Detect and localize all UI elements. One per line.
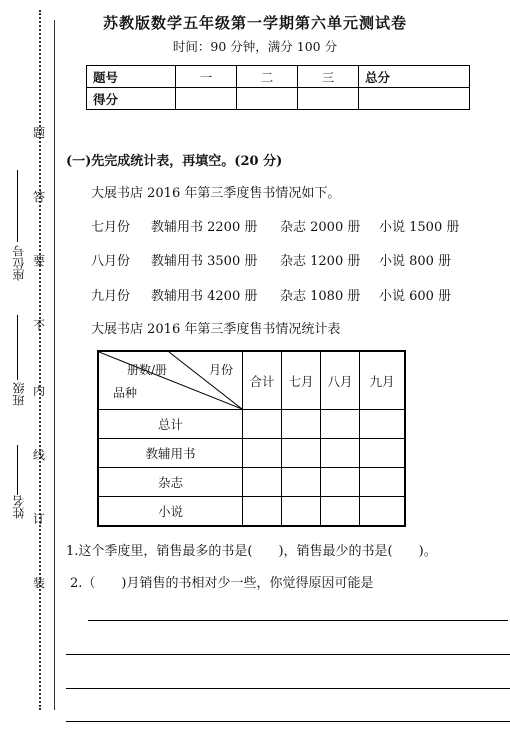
answer-line[interactable] bbox=[88, 620, 508, 621]
row-label: 杂志 bbox=[98, 468, 243, 497]
score-header-cell: 一 bbox=[176, 66, 237, 88]
column-header: 八月 bbox=[321, 351, 360, 410]
score-header-cell: 总分 bbox=[359, 66, 470, 88]
seat-blank bbox=[17, 170, 18, 242]
seal-char: 答 bbox=[33, 190, 46, 204]
seat-label: 座位号 bbox=[12, 245, 26, 281]
score-header-cell: 题号 bbox=[87, 66, 176, 88]
blank-cell[interactable] bbox=[243, 468, 282, 497]
data-line-month: 七月份 bbox=[91, 220, 131, 235]
blank-cell[interactable] bbox=[360, 468, 406, 497]
blank-cell[interactable] bbox=[243, 497, 282, 527]
question-1: 1.这个季度里，销售最多的书是( )，销售最少的书是( )。 bbox=[66, 544, 437, 559]
class-blank bbox=[17, 315, 18, 380]
data-line-xiaoshuo: 小说 600 册 bbox=[379, 289, 452, 304]
intro-text: 大展书店 2016 年第三季度售书情况如下。 bbox=[91, 186, 341, 201]
blank-cell[interactable] bbox=[243, 410, 282, 439]
column-header: 七月 bbox=[282, 351, 321, 410]
column-header: 合计 bbox=[243, 351, 282, 410]
blank-cell[interactable] bbox=[282, 439, 321, 468]
row-label: 总计 bbox=[98, 410, 243, 439]
section-heading: (一)先完成统计表，再填空。(20 分) bbox=[66, 154, 283, 169]
seal-char: 题 bbox=[33, 126, 46, 140]
corner-category-label: 品种 bbox=[113, 386, 138, 400]
seal-char: 线 bbox=[33, 448, 46, 462]
data-line-xiaoshuo: 小说 1500 册 bbox=[379, 220, 460, 235]
binding-dotted-line bbox=[39, 10, 41, 710]
score-blank-cell[interactable] bbox=[176, 88, 237, 110]
score-table bbox=[86, 65, 470, 110]
blank-cell[interactable] bbox=[321, 439, 360, 468]
column-header: 九月 bbox=[360, 351, 406, 410]
blank-cell[interactable] bbox=[360, 497, 406, 527]
data-line-month: 九月份 bbox=[91, 289, 131, 304]
data-line-jiaofu: 教辅用书 2200 册 bbox=[151, 220, 258, 235]
page-subtitle: 时间：90 分钟，满分 100 分 bbox=[172, 39, 338, 54]
blank-cell[interactable] bbox=[321, 497, 360, 527]
answer-line[interactable] bbox=[66, 721, 510, 722]
table-caption: 大展书店 2016 年第三季度售书情况统计表 bbox=[91, 322, 341, 337]
name-blank bbox=[17, 445, 18, 495]
blank-cell[interactable] bbox=[360, 410, 406, 439]
data-line-zazhi: 杂志 1200 册 bbox=[280, 254, 361, 269]
binding-solid-line bbox=[54, 20, 55, 710]
table-row bbox=[98, 439, 405, 468]
table-row bbox=[98, 410, 405, 439]
score-blank-cell[interactable] bbox=[359, 88, 470, 110]
row-label: 小说 bbox=[98, 497, 243, 527]
question-2: 2.（ )月销售的书相对少一些，你觉得原因可能是 bbox=[70, 576, 374, 591]
blank-cell[interactable] bbox=[243, 439, 282, 468]
data-line-zazhi: 杂志 2000 册 bbox=[280, 220, 361, 235]
data-line-zazhi: 杂志 1080 册 bbox=[280, 289, 361, 304]
seal-char: 不 bbox=[33, 318, 46, 332]
row-label: 教辅用书 bbox=[98, 439, 243, 468]
data-line-jiaofu: 教辅用书 3500 册 bbox=[151, 254, 258, 269]
seal-char: 内 bbox=[33, 384, 46, 398]
score-blank-cell[interactable] bbox=[298, 88, 359, 110]
blank-cell[interactable] bbox=[360, 439, 406, 468]
page-title: 苏教版数学五年级第一学期第六单元测试卷 bbox=[102, 14, 407, 32]
corner-month-label: 月份 bbox=[209, 363, 234, 377]
score-header-cell: 二 bbox=[237, 66, 298, 88]
diagonal-header-cell bbox=[98, 351, 243, 410]
blank-cell[interactable] bbox=[282, 497, 321, 527]
seal-char: 装 bbox=[33, 576, 46, 590]
blank-cell[interactable] bbox=[321, 468, 360, 497]
score-blank-cell[interactable] bbox=[237, 88, 298, 110]
score-row-label: 得分 bbox=[87, 88, 176, 110]
statistics-table bbox=[97, 350, 406, 527]
data-line-jiaofu: 教辅用书 4200 册 bbox=[151, 289, 258, 304]
blank-cell[interactable] bbox=[282, 410, 321, 439]
data-line-month: 八月份 bbox=[91, 254, 131, 269]
seal-char: 订 bbox=[33, 512, 46, 526]
blank-cell[interactable] bbox=[321, 410, 360, 439]
class-label: 班级 bbox=[12, 382, 26, 406]
blank-cell[interactable] bbox=[282, 468, 321, 497]
score-header-cell: 三 bbox=[298, 66, 359, 88]
table-row bbox=[98, 497, 405, 527]
answer-line[interactable] bbox=[66, 654, 510, 655]
corner-quantity-label: 册数/册 bbox=[127, 363, 168, 377]
data-line-xiaoshuo: 小说 800 册 bbox=[379, 254, 452, 269]
table-row bbox=[98, 468, 405, 497]
name-label: 姓名 bbox=[12, 495, 26, 519]
answer-line[interactable] bbox=[66, 688, 510, 689]
seal-char: 要 bbox=[33, 254, 46, 268]
